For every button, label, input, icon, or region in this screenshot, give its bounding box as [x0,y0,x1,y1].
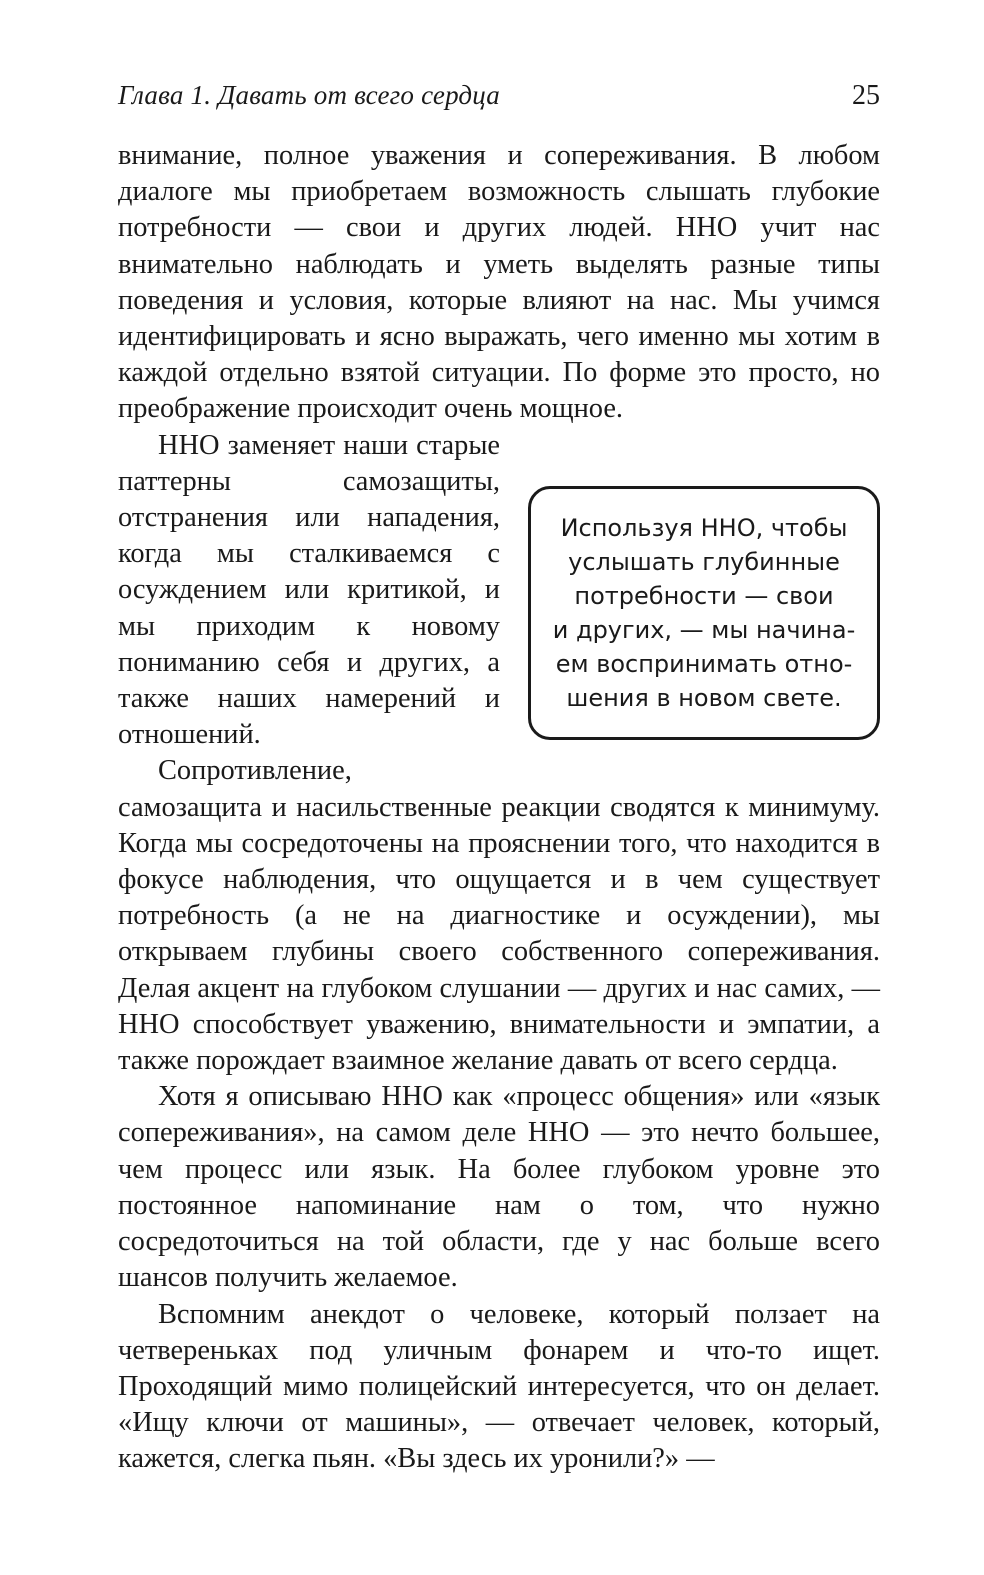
pull-quote-line-6: шения в новом свете. [566,683,842,712]
pull-quote-line-2: услышать глубинные [568,547,840,576]
pull-quote-line-3: потребности — свои [574,581,834,610]
running-title: Глава 1. Давать от всего сердца [118,80,501,110]
pull-quote-line-4: и других, — мы начина- [552,615,856,644]
paragraph-2 [118,428,880,754]
paragraph-5: Вспомним анекдот о человеке, который ползает на четвереньках под уличным фонарем и что-то ищет. Проходящий мимо полицейский интересуется, что он делает. «Ищу ключи от машины», — отвечает человек, который, кажется, слегка пьян. «Вы здесь их уронили?» — [118,1298,880,1475]
main-text [118,138,880,1478]
pull-quote-line-5: ем воспринимать отно- [555,649,853,678]
page-number: 25 [852,80,880,111]
page-header [118,80,880,120]
paragraph-3: Сопротивление, самозащита и насильственные реакции сводятся к минимуму. Когда мы сосредоточены на прояснении того, что находится в фокусе наблюдения, что ощущается и в чем существует потребность (а не на диагностике и осуждении), мы открываем глубины своего собственного сопереживания. Делая акцент на глубоком слушании — других и нас самих, — ННО способствует уважению, внимательности и эмпатии, а также порождает взаимное желание давать от всего сердца. [118,755,880,1077]
paragraph-2-text: ННО заменяет наши старые паттерны самозащиты, отстранения или нападения, когда мы сталкиваемся с осуждением или критикой, и мы приходим к новому пониманию себя и других, а также наших намерений и отношений. [118,429,500,751]
paragraph-1: внимание, полное уважения и сопереживания. В любом диалоге мы приобретаем возможность слышать глубокие потребности — свои и других людей. ННО учит нас внимательно наблюдать и уметь выделять разные типы поведения и условия, которые влияют на нас. Мы учимся идентифицировать и ясно выражать, чего именно мы хотим в каждой отдельно взятой ситуации. По форме это просто, но преображение происходит очень мощное. [118,140,880,425]
pull-quote-line-1: Используя ННО, чтобы [560,513,848,542]
pull-quote-box [528,486,880,740]
paragraph-4: Хотя я описываю ННО как «процесс общения» или «язык сопереживания», на самом деле ННО — это нечто большее, чем процесс или язык. На более глубоком уровне это постоянное напоминание нам о том, что нужно сосредоточиться на той области, где у нас больше всего шансов получить желаемое. [118,1081,880,1294]
